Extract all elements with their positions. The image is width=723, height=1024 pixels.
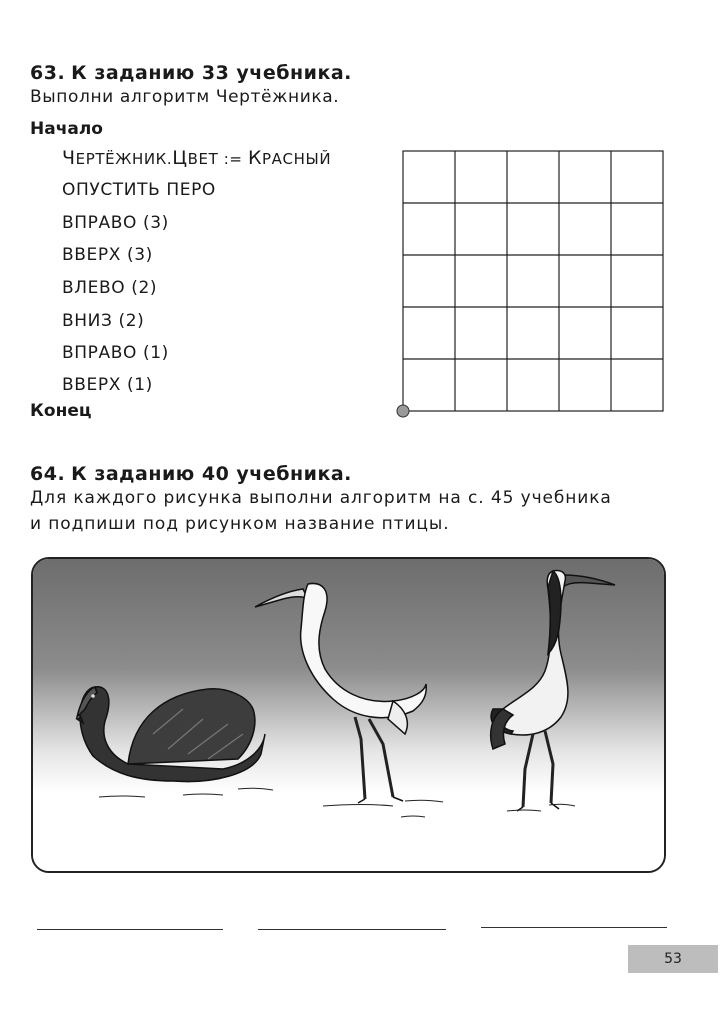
- command-left-2: ВЛЕВО (2): [62, 278, 158, 298]
- task-64-title: [30, 463, 352, 485]
- algorithm-begin: Начало: [30, 119, 103, 139]
- task-64-line-1: Для каждого рисунка выполни алгоритм на с. 45 учебника: [30, 488, 612, 508]
- drawing-grid: [390, 145, 670, 425]
- start-point: [397, 405, 409, 417]
- algorithm-end: Конец: [30, 401, 92, 421]
- command-up-3: ВВЕРХ (3): [62, 245, 153, 265]
- page-number-text: 53: [664, 951, 682, 967]
- task-63-subtitle: Выполни алгоритм Чертёжника.: [30, 87, 340, 107]
- task-64-number: 64.: [30, 463, 66, 485]
- answer-line-1[interactable]: [37, 929, 223, 930]
- task-64-text: [30, 485, 612, 537]
- command-right-3: ВПРАВО (3): [62, 213, 169, 233]
- task-64-line-2: и подпиши под рисунком название птицы.: [30, 514, 450, 534]
- page-number: [628, 945, 718, 973]
- task-63-title: [30, 62, 352, 84]
- command-up-1: ВВЕРХ (1): [62, 375, 153, 395]
- command-right-1: ВПРАВО (1): [62, 343, 169, 363]
- task-63-heading: К заданию 33 учебника.: [71, 62, 352, 84]
- command-pen-down: ОПУСТИТЬ ПЕРО: [62, 180, 216, 200]
- answer-line-2[interactable]: [258, 929, 446, 930]
- birds-illustration: [33, 559, 664, 871]
- command-down-2: ВНИЗ (2): [62, 311, 145, 331]
- birds-picture: [31, 557, 666, 873]
- task-64-heading: К заданию 40 учебника.: [71, 463, 352, 485]
- answer-line-3[interactable]: [481, 927, 667, 928]
- command-color: ЧЕРТЁЖНИК.ЦВЕТ := КРАСНЫЙ: [62, 147, 332, 169]
- task-63-number: 63.: [30, 62, 66, 84]
